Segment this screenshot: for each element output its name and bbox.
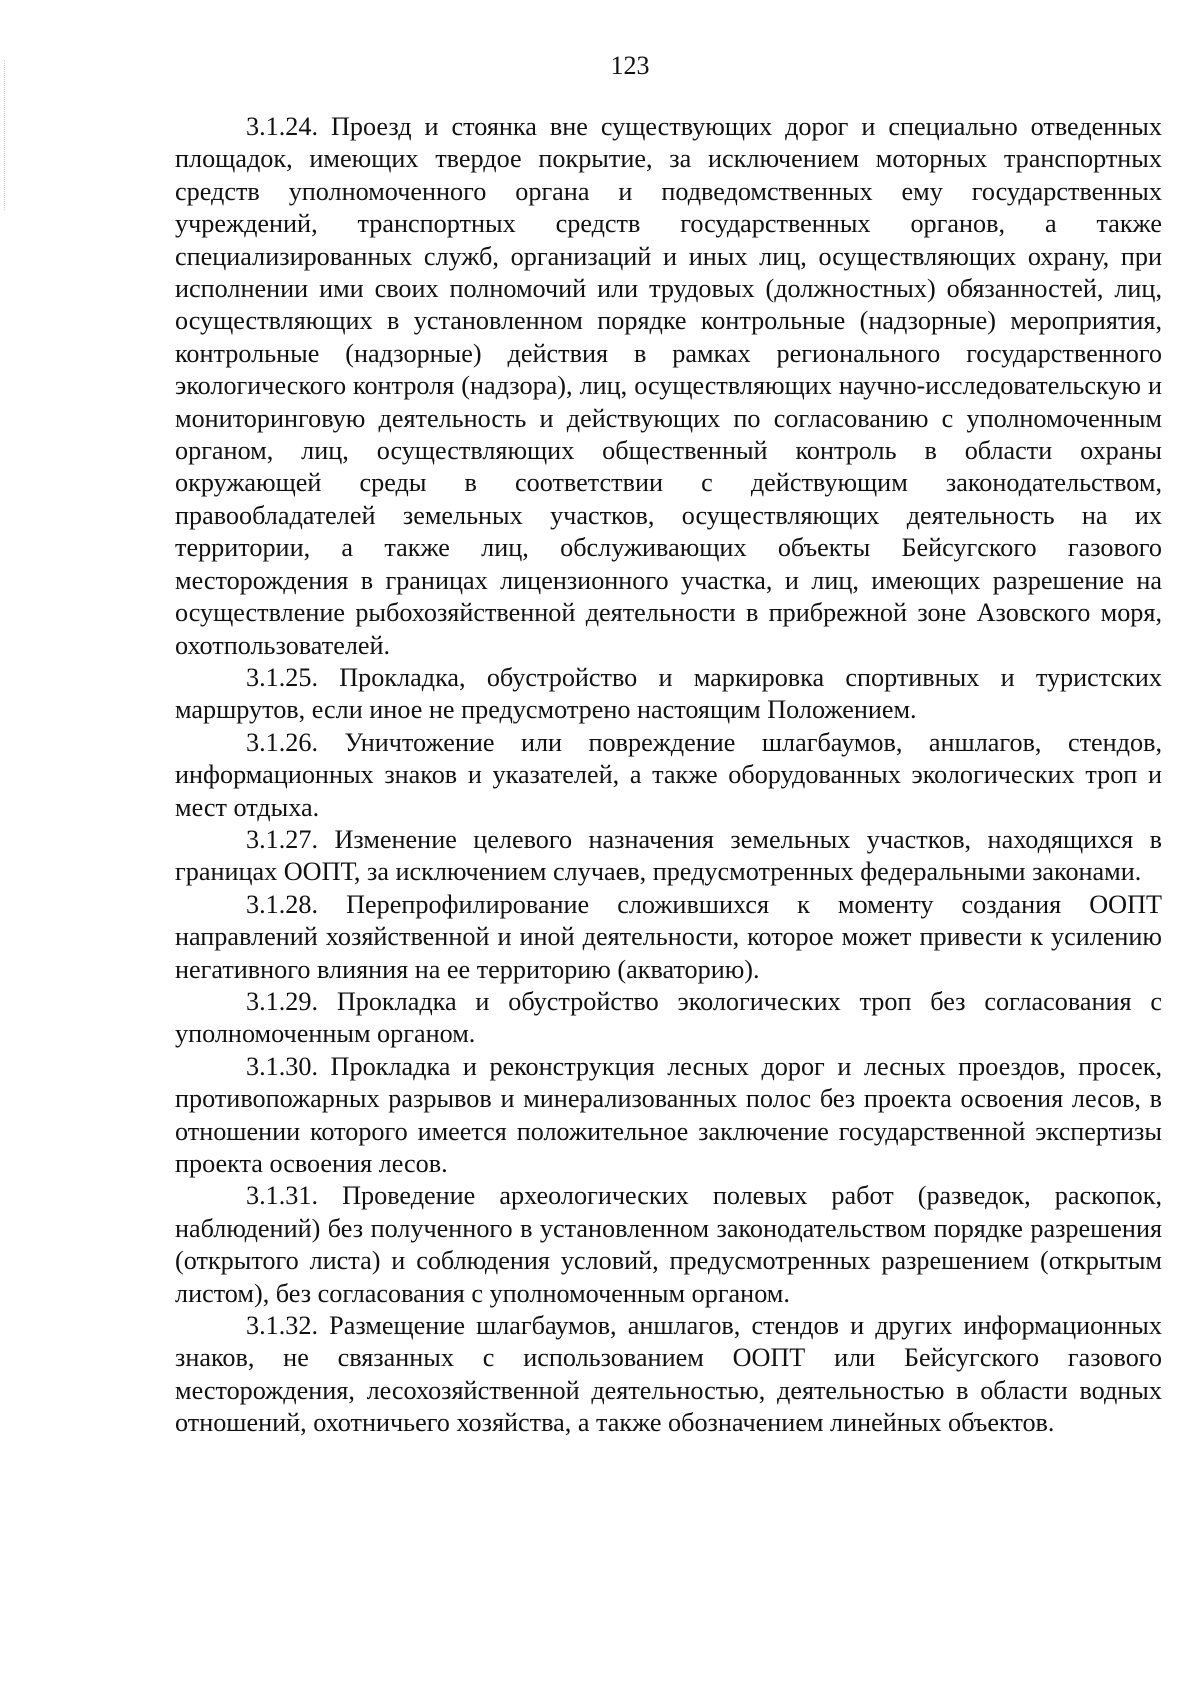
paragraph-3-1-25: 3.1.25. Прокладка, обустройство и маркировка спортивных и туристских маршрутов, если иное не предусмотрено настоящим Положением. (175, 662, 1162, 725)
paragraph-3-1-26: 3.1.26. Уничтожение или повреждение шлагбаумов, аншлагов, стендов, информационных знаков и указателей, а также оборудованных экологических троп и мест отдыха. (175, 727, 1162, 822)
paragraph-3-1-24: 3.1.24. Проезд и стоянка вне существующих дорог и специально отведенных площадок, имеющих твердое покрытие, за исключением моторных транспортных средств уполномоченного органа и подведомственных ему государственных учреждений, транспортных средств государственных органов, а также специализированных служб, организаций и иных лиц, осуществляющих охрану, при исполнении ими своих полномочий или трудовых (должностных) обязанностей, лиц, осуществляющих в установленном порядке контрольные (надзорные) мероприятия, контрольные (надзорные) действия в рамках регионального государственного экологического контроля (надзора), лиц, осуществляющих научно-исследовательскую и мониторинговую деятельность и действующих по согласованию с уполномоченным органом, лиц, осуществляющих общественный контроль в области охраны окружающей среды в соответствии с действующим законодательством, правообладателей земельных участков, осуществляющих деятельность на их территории, а также лиц, обслуживающих объекты Бейсугского газового месторождения в границах лицензионного участка, и лиц, имеющих разрешение на осуществление рыбохозяйственной деятельности в прибрежной зоне Азовского моря, охотпользователей. (175, 112, 1162, 660)
paragraph-3-1-27: 3.1.27. Изменение целевого назначения земельных участков, находящихся в границах ООПТ, за исключением случаев, предусмотренных федеральными законами. (175, 824, 1162, 887)
paragraph-3-1-29: 3.1.29. Прокладка и обустройство экологических троп без согласования с уполномоченным органом. (175, 986, 1162, 1049)
page-number: 123 (610, 51, 650, 80)
paragraph-3-1-32: 3.1.32. Размещение шлагбаумов, аншлагов, стендов и других информационных знаков, не связанных с использованием ООПТ или Бейсугского газового месторождения, лесохозяйственной деятельностью, деятельностью в области водных отношений, охотничьего хозяйства, а также обозначением линейных объектов. (175, 1311, 1162, 1438)
document-body (175, 111, 1162, 1440)
paragraph-3-1-31: 3.1.31. Проведение археологических полевых работ (разведок, раскопок, наблюдений) без полученного в установленном законодательством порядке разрешения (открытого листа) и соблюдения условий, предусмотренных разрешением (открытым листом), без согласования с уполномоченным органом. (175, 1181, 1162, 1308)
paragraph-3-1-28: 3.1.28. Перепрофилирование сложившихся к моменту создания ООПТ направлений хозяйственной и иной деятельности, которое может привести к усилению негативного влияния на ее территорию (акваторию). (175, 889, 1162, 984)
scan-margin-marks (4, 60, 9, 210)
paragraph-3-1-30: 3.1.30. Прокладка и реконструкция лесных дорог и лесных проездов, просек, противопожарных разрывов и минерализованных полос без проекта освоения лесов, в отношении которого имеется положительное заключение государственной экспертизы проекта освоения лесов. (175, 1051, 1162, 1178)
